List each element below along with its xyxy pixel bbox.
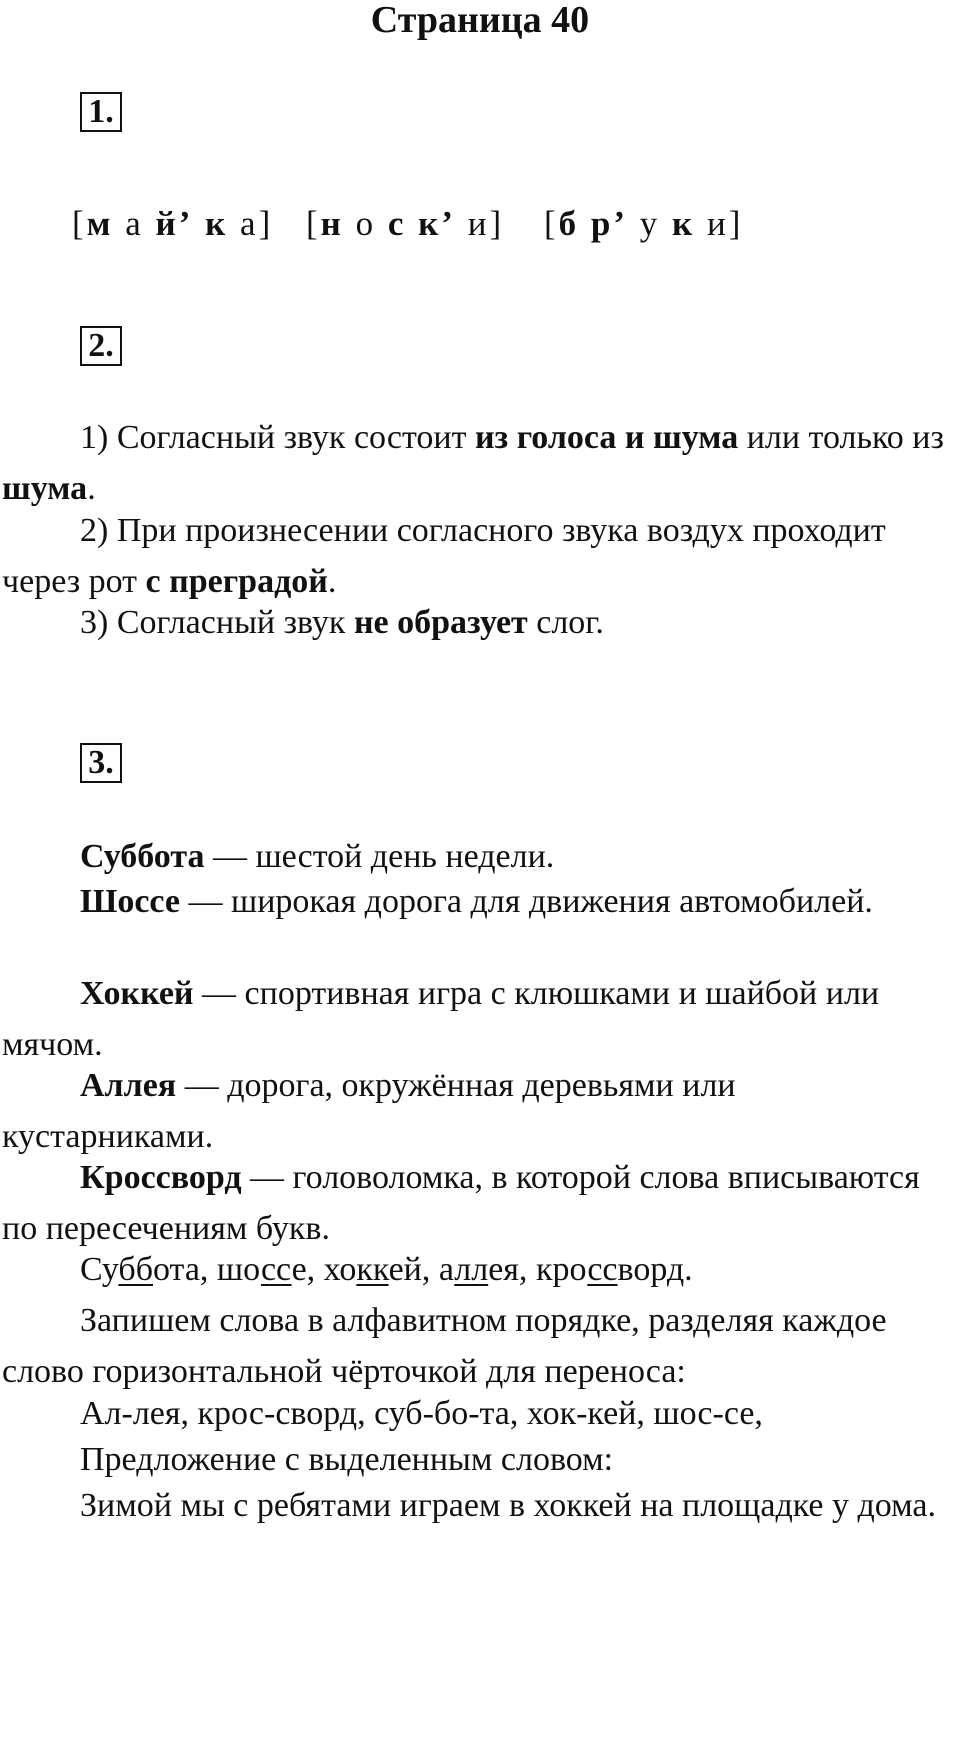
task2-item-3 [2, 597, 952, 648]
sound: м [86, 204, 114, 243]
sound: н [320, 204, 344, 243]
underlined-letters: сс [260, 1251, 292, 1288]
bold-text: из голоса и шума [474, 419, 739, 456]
definition-krossvord [2, 1152, 952, 1254]
text: или только из [738, 419, 944, 456]
task-number-1: 1. [80, 92, 122, 132]
text: 3) Согласный звук [80, 604, 354, 641]
bracket-open: [ [306, 204, 321, 243]
task-number-3: 3. [80, 743, 122, 783]
underlined-letters: лл [454, 1251, 489, 1288]
bracket-open: [ [544, 204, 559, 243]
bold-text: не образует [353, 604, 528, 641]
text: 1) Согласный звук состоит [80, 419, 475, 456]
text: шо [216, 1251, 261, 1288]
underlined-letters: бб [118, 1251, 153, 1288]
bracket-close: ] [728, 204, 744, 243]
double-consonant-words [2, 1244, 952, 1295]
text: ота, [153, 1251, 217, 1288]
text: ей, [388, 1251, 439, 1288]
task2-item-1 [2, 412, 952, 514]
sound: к’ [418, 204, 456, 243]
term: Аллея [80, 1067, 177, 1104]
sound: а [228, 204, 259, 243]
bold-text: с преградой [145, 563, 328, 600]
task2-item-2 [2, 505, 952, 607]
sound: к [205, 204, 229, 243]
sound: а [113, 204, 156, 243]
transcription-mayka [72, 204, 273, 244]
example-sentence: Зимой мы с ребятами играем в хоккей на площадке у дома. [80, 1487, 937, 1524]
underlined-letters: сс [587, 1251, 618, 1288]
sound-gap [193, 204, 205, 243]
text: хо [323, 1251, 357, 1288]
text: е, [291, 1251, 324, 1288]
term: Шоссе [80, 883, 181, 920]
bracket-close: ] [258, 204, 274, 243]
sentence-intro: Предложение с выделенным словом: [80, 1441, 614, 1478]
sound-gap [406, 204, 418, 243]
text: . [327, 563, 337, 600]
text: . [87, 470, 96, 507]
text: кро [535, 1251, 588, 1288]
sound: у [628, 204, 673, 243]
definition-alleya [2, 1060, 952, 1162]
definition-hokkey [2, 968, 952, 1070]
sound: р’ [590, 204, 629, 243]
transcription-noski [306, 204, 504, 244]
sound: с [387, 204, 407, 243]
definition-shosse [2, 876, 952, 927]
definition-text: — спортивная игра с клюшками и шайбой или мячом. [2, 975, 880, 1063]
text: а [438, 1251, 455, 1288]
alphabet-intro: Запишем слова в алфавитном порядке, разделяя каждое слово горизонтальной чёрточкой для переноса: [2, 1302, 887, 1390]
definition-subbota [2, 831, 952, 882]
sound: й’ [155, 204, 194, 243]
text: ея, [488, 1251, 536, 1288]
sound-gap [579, 204, 591, 243]
sound: к [672, 204, 696, 243]
definition-text: — дорога, окружённая деревьями или кустарниками. [2, 1067, 736, 1155]
sound: о [343, 204, 388, 243]
hyphenated-words: Ал-лея, крос-сворд, суб-бо-та, хок-кей, шос-се, [80, 1395, 763, 1432]
term: Суббота [80, 838, 205, 875]
page-title: Страница 40 [370, 0, 590, 41]
bracket-close: ] [489, 204, 505, 243]
sound: б [558, 204, 580, 243]
sound: и [695, 204, 729, 243]
bold-text: шума [2, 470, 88, 507]
definition-text: — шестой день недели. [204, 838, 555, 875]
sound: и [455, 204, 490, 243]
text: ворд. [617, 1251, 693, 1288]
task-number-2: 2. [80, 326, 122, 366]
term: Хоккей [80, 975, 194, 1012]
text: Су [80, 1251, 119, 1288]
bracket-open: [ [72, 204, 87, 243]
text: 2) При произнесении согласного звука воздух проходит через рот [2, 512, 886, 600]
text: слог. [527, 604, 604, 641]
underlined-letters: кк [356, 1251, 389, 1288]
definition-text: — головоломка, в которой слова вписываются по пересечениям букв. [2, 1159, 920, 1247]
definition-text: — широкая дорога для движения автомобилей. [180, 883, 873, 920]
term: Кроссворд [80, 1159, 242, 1196]
transcription-bryuki [544, 204, 743, 244]
